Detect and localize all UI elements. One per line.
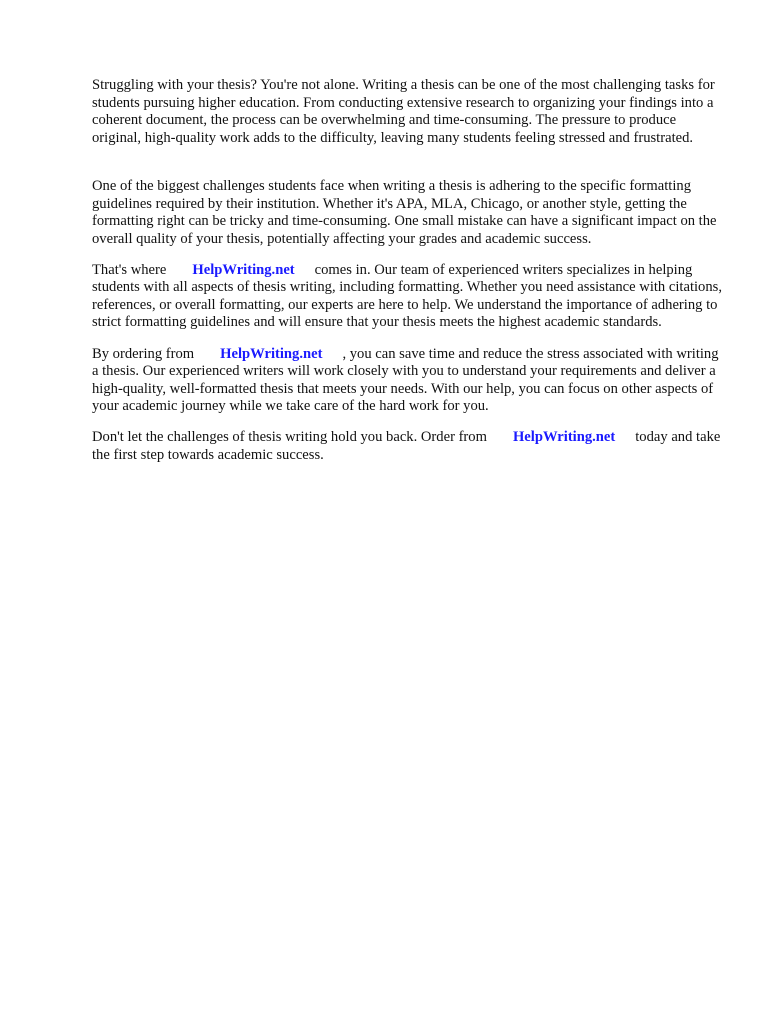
service-intro-lead-text: That's where [92,262,167,279]
document-page [92,60,724,478]
ordering-rest-text: , you can save time and reduce the stress associated with writing a thesis. Our experienced writers will work closely with you to understand your requirements and deliver a high-quality, well-formatted thesis that meets your needs. With our help, you can focus on other aspects of your academic journey while we take care of the hard work for you. [92,345,719,414]
paragraph-call-to-action [92,429,724,464]
paragraph-intro [92,60,724,147]
paragraph-ordering [92,346,724,416]
paragraph-formatting-text: One of the biggest challenges students face when writing a thesis is adhering to the specific formatting guidelines required by their institution. Whether it's APA, MLA, Chicago, or another style, getting the formatting right can be tricky and time-consuming. One small mistake can have a significant impact on the overall quality of your thesis, potentially affecting your grades and academic success. [92,178,717,247]
paragraph-formatting-challenges [92,161,724,248]
service-intro-rest-text: comes in. Our team of experienced writers specializes in helping students with all aspects of thesis writing, including formatting. Whether you need assistance with citations, references, or overall formatting, our experts are here to help. We understand the importance of adhering to strict formatting guidelines and will ensure that your thesis meets the highest academic standards. [92,262,722,331]
ordering-lead-text: By ordering from [92,345,195,362]
helpwriting-link-2[interactable]: HelpWriting.net [220,345,323,362]
helpwriting-link-1[interactable]: HelpWriting.net [192,262,295,279]
paragraph-service-intro [92,262,724,332]
paragraph-intro-text: Struggling with your thesis? You're not alone. Writing a thesis can be one of the most challenging tasks for students pursuing higher education. From conducting extensive research to organizing your findings into a coherent document, the process can be overwhelming and time-consuming. The pressure to produce original, high-quality work adds to the difficulty, leaving many students feeling stressed and frustrated. [92,77,715,146]
helpwriting-link-3[interactable]: HelpWriting.net [512,429,616,446]
cta-rest-text: today and take the first step towards academic success. [92,429,721,463]
cta-lead-text: Don't let the challenges of thesis writing hold you back. Order from [92,429,487,446]
